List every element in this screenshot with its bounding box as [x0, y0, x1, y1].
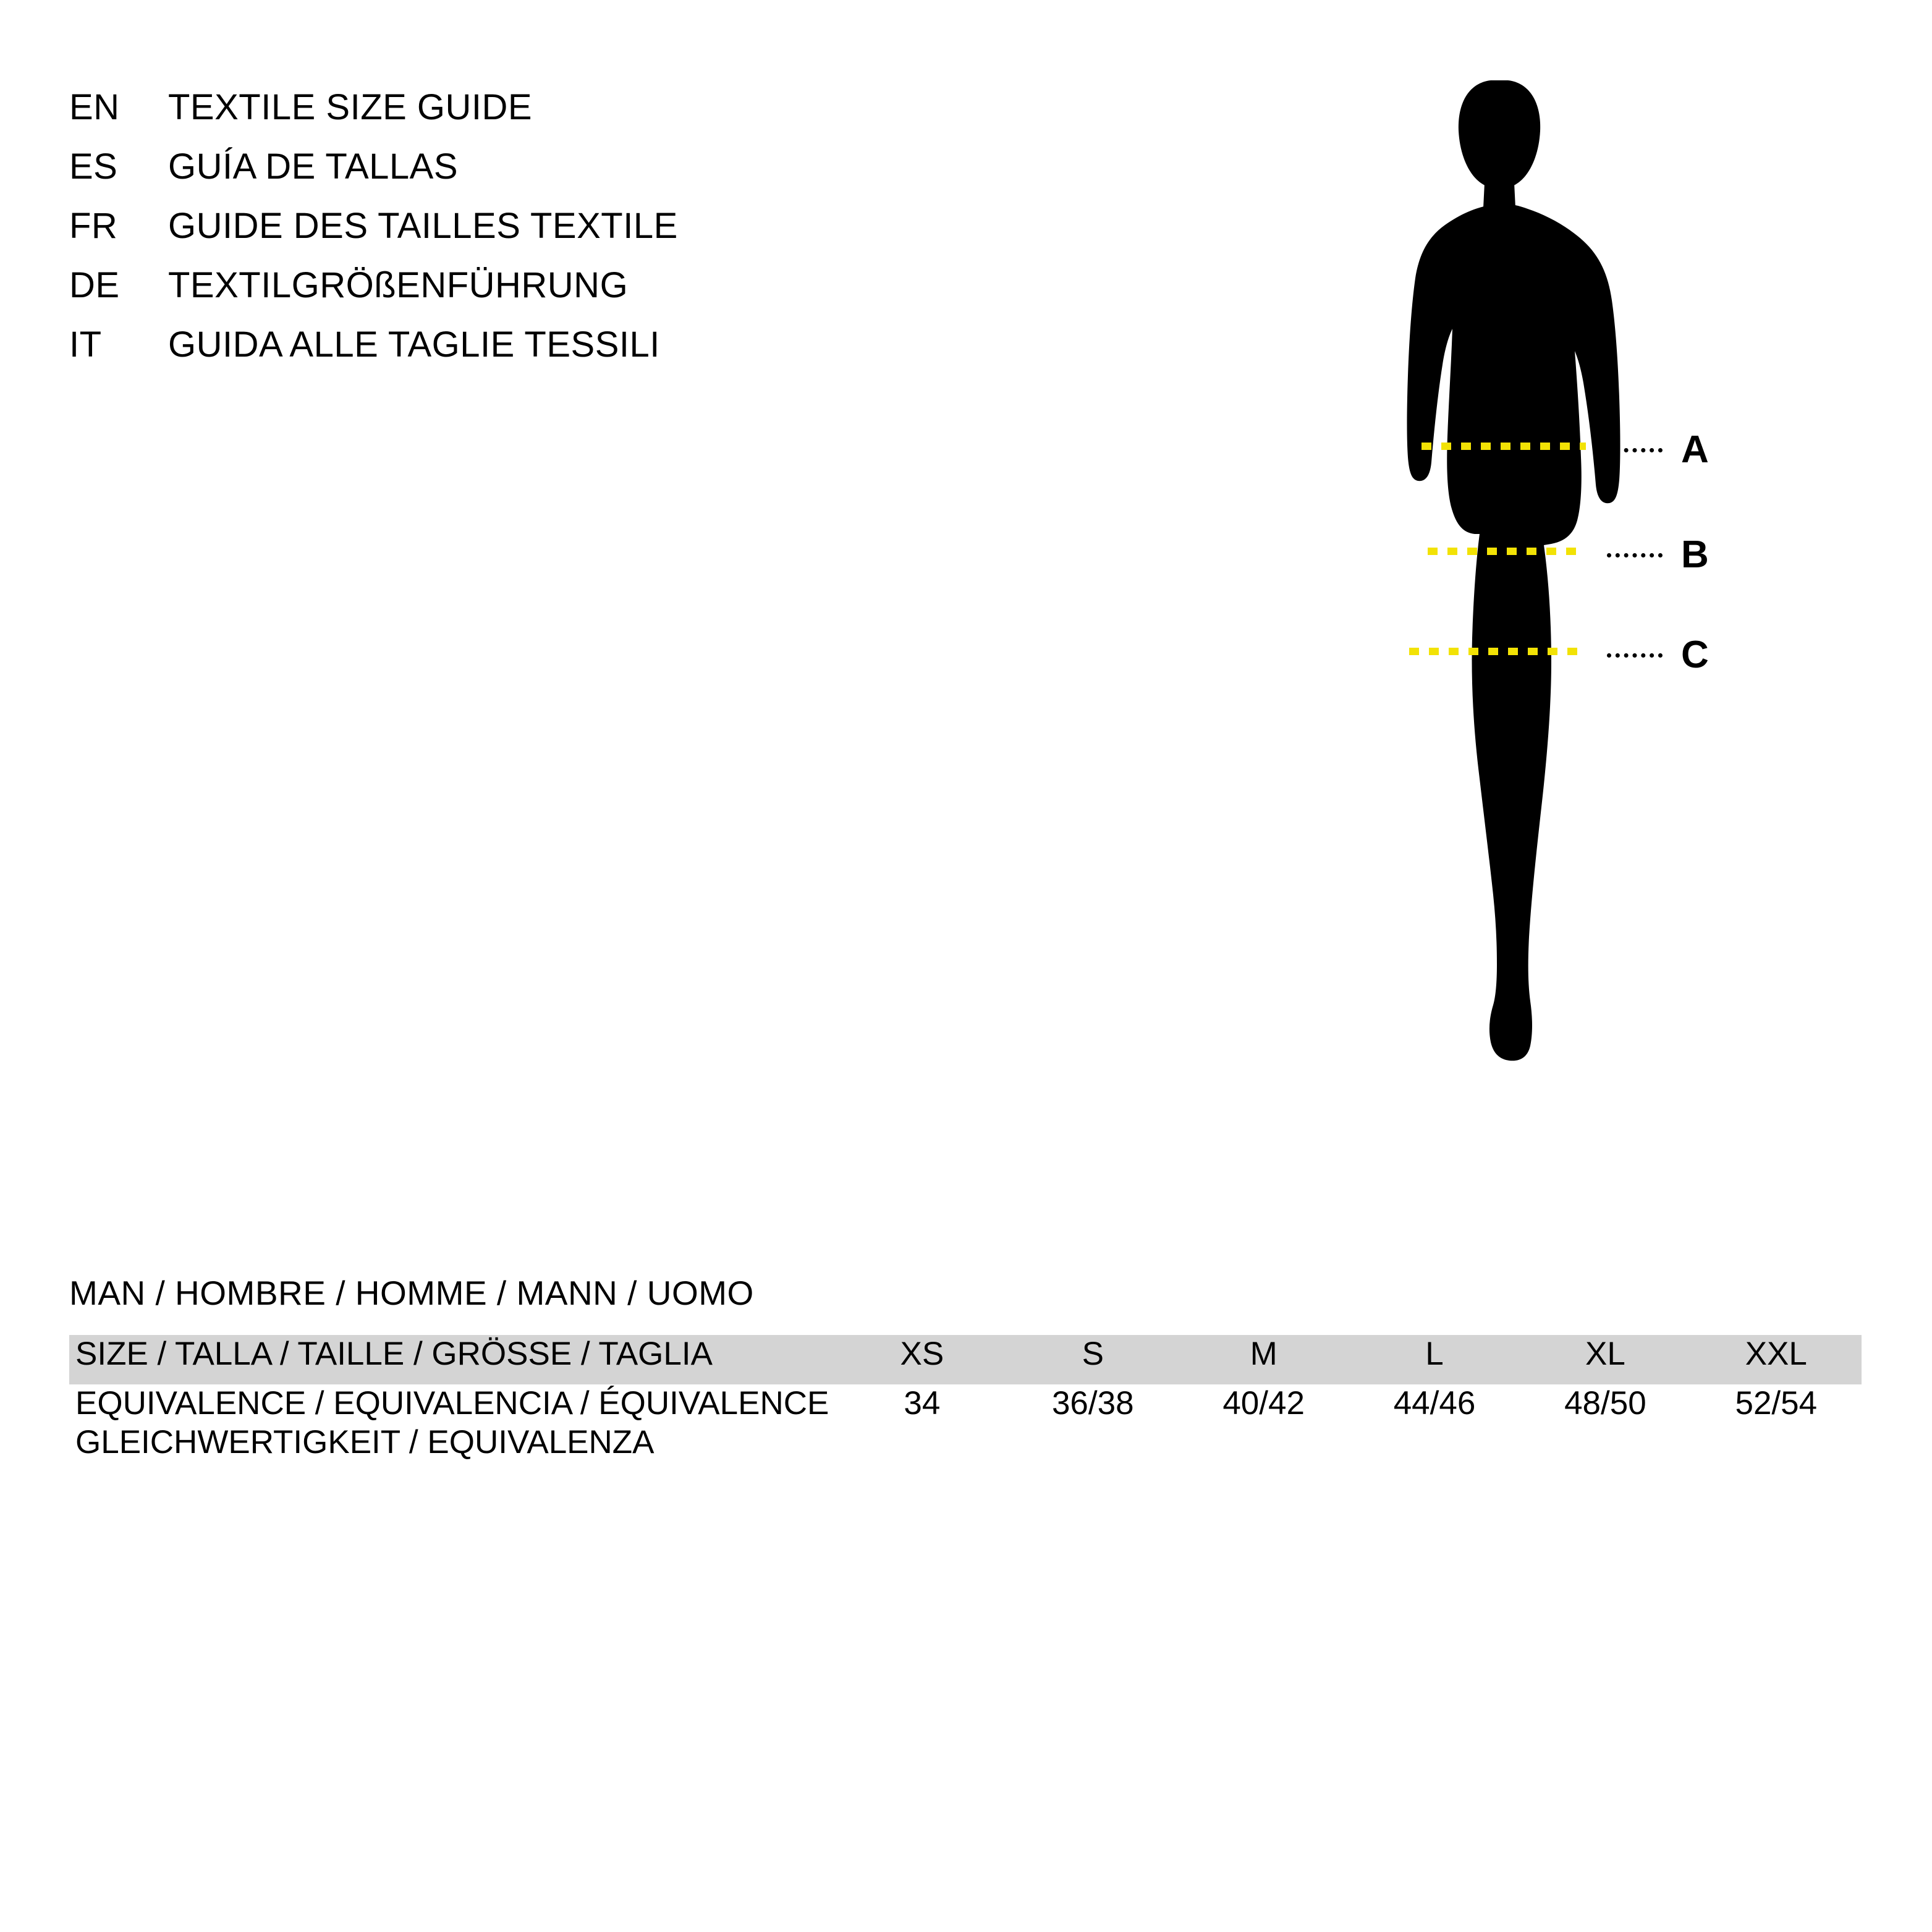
equivalence-l: 44/46 — [1393, 1385, 1476, 1421]
legend-code-es: ES — [69, 146, 118, 187]
legend-row-de — [69, 265, 873, 324]
table-header-row — [69, 1335, 1862, 1384]
marker-a-label: A — [1681, 428, 1709, 471]
equivalence-m: 40/42 — [1222, 1385, 1305, 1421]
marker-b-label: B — [1681, 533, 1709, 576]
legend-row-es — [69, 146, 873, 205]
row-label-equivalence-line1: EQUIVALENCE / EQUIVALENCIA / ÉQUIVALENCE — [75, 1385, 829, 1421]
size-table — [69, 1335, 1862, 1462]
header-size-xl: XL — [1520, 1335, 1690, 1384]
row-label-equivalence-line2: GLEICHWERTIGKEIT / EQUIVALENZA — [75, 1423, 655, 1460]
marker-c-leader-line — [1607, 653, 1663, 658]
header-size-label: SIZE / TALLA / TAILLE / GRÖSSE / TAGLIA — [69, 1335, 837, 1384]
legend-row-en — [69, 87, 873, 146]
header-size-xs: XS — [837, 1335, 1007, 1384]
marker-a — [1601, 428, 1709, 471]
equivalence-s: 36/38 — [1051, 1385, 1134, 1421]
header-size-m: M — [1178, 1335, 1349, 1384]
legend-row-fr — [69, 205, 873, 265]
body-silhouette-figure — [1347, 74, 1854, 1187]
legend-text-it: GUIDA ALLE TAGLIE TESSILI — [168, 324, 660, 365]
header-size-xxl: XXL — [1691, 1335, 1862, 1384]
legend-code-fr: FR — [69, 206, 118, 246]
legend-text-es: GUÍA DE TALLAS — [168, 146, 459, 187]
equivalence-xl: 48/50 — [1564, 1385, 1646, 1421]
header-size-l: L — [1349, 1335, 1520, 1384]
measurement-lines-overlay — [1347, 74, 1669, 1162]
table-row — [69, 1384, 1862, 1462]
table-caption: MAN / HOMBRE / HOMME / MANN / UOMO — [69, 1274, 754, 1312]
equivalence-xxl: 52/54 — [1735, 1385, 1818, 1421]
legend-text-en: TEXTILE SIZE GUIDE — [168, 87, 533, 127]
equivalence-xs: 34 — [904, 1385, 941, 1421]
legend-text-de: TEXTILGRÖßENFÜHRUNG — [168, 265, 629, 305]
language-legend — [69, 87, 873, 383]
size-table-block — [69, 1273, 1862, 1462]
marker-b — [1601, 533, 1709, 576]
legend-text-fr: GUIDE DES TAILLES TEXTILE — [168, 206, 678, 246]
legend-code-it: IT — [69, 324, 102, 365]
legend-row-it — [69, 324, 873, 383]
row-label-equivalence — [69, 1384, 837, 1462]
marker-a-leader-line — [1607, 448, 1663, 452]
marker-c-label: C — [1681, 633, 1709, 676]
marker-b-leader-line — [1607, 553, 1663, 557]
legend-code-en: EN — [69, 87, 120, 127]
legend-code-de: DE — [69, 265, 120, 305]
header-size-s: S — [1007, 1335, 1178, 1384]
marker-c — [1601, 633, 1709, 676]
